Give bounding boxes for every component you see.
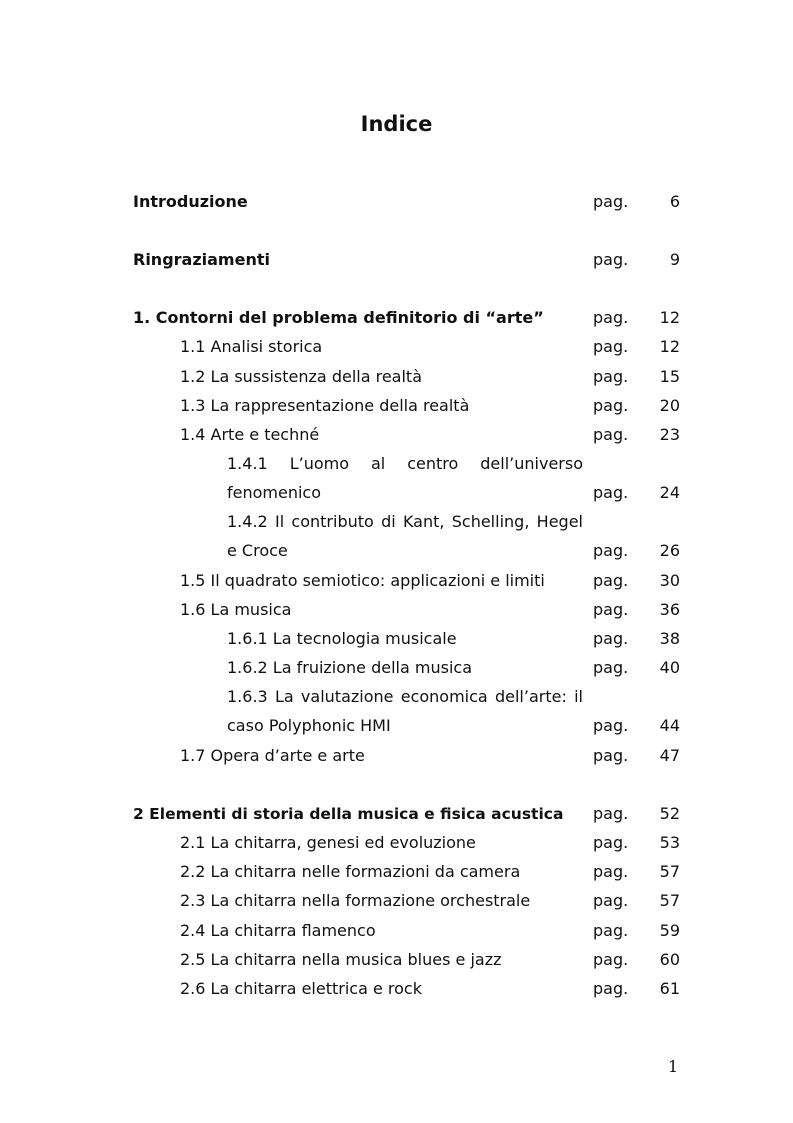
entry-pag-label: pag.: [593, 600, 629, 619]
toc-entry-1-6-1[interactable]: [0, 628, 793, 650]
toc-entry-1-6-3-cont[interactable]: [0, 715, 793, 737]
entry-pag-label: pag.: [593, 716, 629, 735]
toc-entry-chapter-2[interactable]: [0, 803, 793, 825]
entry-title: 1.4.2 Il contributo di Kant, Schelling, Hegel: [227, 512, 583, 531]
entry-page-number: 26: [659, 541, 680, 560]
toc-entry-1-4-1-cont[interactable]: [0, 482, 793, 504]
toc-entry-2-6[interactable]: [0, 978, 793, 1000]
entry-pag-label: pag.: [593, 833, 629, 852]
entry-title: 1.3 La rappresentazione della realtà: [180, 396, 470, 415]
entry-pag-label: pag.: [593, 891, 629, 910]
entry-page-number: 36: [659, 600, 680, 619]
entry-title: 1.6 La musica: [180, 600, 292, 619]
toc-entry-1-6-3[interactable]: [0, 686, 793, 708]
entry-page-number: 20: [659, 396, 680, 415]
entry-page-number: 9: [669, 250, 680, 269]
page-title: Indice: [360, 112, 433, 136]
entry-page-number: 15: [659, 367, 680, 386]
entry-title: Introduzione: [133, 192, 248, 211]
entry-pag-label: pag.: [593, 483, 629, 502]
toc-entry-ringraziamenti[interactable]: [0, 249, 793, 271]
toc-entry-1-4-2[interactable]: [0, 511, 793, 533]
toc-entry-2-4[interactable]: [0, 920, 793, 942]
entry-pag-label: pag.: [593, 541, 629, 560]
entry-title: 1.6.2 La fruizione della musica: [227, 658, 472, 677]
entry-title: e Croce: [227, 541, 288, 560]
entry-title: 1.4 Arte e techné: [180, 425, 320, 444]
entry-title: 1.6.3 La valutazione economica dell’arte: il: [227, 687, 583, 706]
entry-title: 2.2 La chitarra nelle formazioni da camera: [180, 862, 521, 881]
entry-title: 1.1 Analisi storica: [180, 337, 323, 356]
entry-page-number: 53: [659, 833, 680, 852]
toc-entry-2-2[interactable]: [0, 861, 793, 883]
entry-pag-label: pag.: [593, 950, 629, 969]
entry-pag-label: pag.: [593, 804, 629, 823]
toc-entry-2-5[interactable]: [0, 949, 793, 971]
entry-page-number: 24: [659, 483, 680, 502]
entry-page-number: 38: [659, 629, 680, 648]
entry-title: 1. Contorni del problema definitorio di “arte”: [133, 308, 544, 327]
toc-entry-1-6-2[interactable]: [0, 657, 793, 679]
toc-entry-1-6[interactable]: [0, 599, 793, 621]
entry-pag-label: pag.: [593, 571, 629, 590]
entry-pag-label: pag.: [593, 921, 629, 940]
entry-pag-label: pag.: [593, 396, 629, 415]
entry-pag-label: pag.: [593, 979, 629, 998]
entry-page-number: 57: [659, 891, 680, 910]
entry-pag-label: pag.: [593, 658, 629, 677]
entry-page-number: 61: [659, 979, 680, 998]
entry-title: fenomenico: [227, 483, 322, 502]
entry-pag-label: pag.: [593, 337, 629, 356]
entry-pag-label: pag.: [593, 192, 629, 211]
toc-entry-1-7[interactable]: [0, 745, 793, 767]
entry-page-number: 57: [659, 862, 680, 881]
entry-title: 1.4.1 L’uomo al centro dell’universo: [227, 454, 583, 473]
entry-pag-label: pag.: [593, 746, 629, 765]
entry-page-number: 12: [659, 308, 680, 327]
entry-page-number: 12: [659, 337, 680, 356]
toc-entry-1-1[interactable]: [0, 336, 793, 358]
entry-title: 2.3 La chitarra nella formazione orchestrale: [180, 891, 531, 910]
page-number: 1: [668, 1057, 679, 1076]
toc-entry-1-4-1[interactable]: [0, 453, 793, 475]
toc-entry-1-3[interactable]: [0, 395, 793, 417]
entry-page-number: 40: [659, 658, 680, 677]
toc-entry-1-4[interactable]: [0, 424, 793, 446]
entry-page-number: 59: [659, 921, 680, 940]
entry-title: 1.7 Opera d’arte e arte: [180, 746, 365, 765]
entry-title: 1.2 La sussistenza della realtà: [180, 367, 422, 386]
entry-title: 2.4 La chitarra flamenco: [180, 921, 376, 940]
toc-entry-2-1[interactable]: [0, 832, 793, 854]
entry-title: 2.5 La chitarra nella musica blues e jazz: [180, 950, 502, 969]
entry-page-number: 30: [659, 571, 680, 590]
entry-title: 2.6 La chitarra elettrica e rock: [180, 979, 422, 998]
entry-pag-label: pag.: [593, 629, 629, 648]
entry-title: 1.5 Il quadrato semiotico: applicazioni e limiti: [180, 571, 545, 590]
entry-pag-label: pag.: [593, 308, 629, 327]
entry-page-number: 6: [669, 192, 680, 211]
entry-title: Ringraziamenti: [133, 250, 270, 269]
toc-entry-1-5[interactable]: [0, 570, 793, 592]
entry-page-number: 52: [659, 804, 680, 823]
entry-pag-label: pag.: [593, 425, 629, 444]
toc-entry-1-2[interactable]: [0, 366, 793, 388]
entry-page-number: 44: [659, 716, 680, 735]
toc-entry-1-4-2-cont[interactable]: [0, 540, 793, 562]
toc-entry-2-3[interactable]: [0, 890, 793, 912]
entry-title: 2 Elementi di storia della musica e fisica acustica: [133, 805, 564, 823]
entry-title: 2.1 La chitarra, genesi ed evoluzione: [180, 833, 476, 852]
toc-entry-introduzione[interactable]: [0, 191, 793, 213]
entry-title: 1.6.1 La tecnologia musicale: [227, 629, 457, 648]
entry-pag-label: pag.: [593, 862, 629, 881]
entry-title: caso Polyphonic HMI: [227, 716, 391, 735]
entry-pag-label: pag.: [593, 367, 629, 386]
entry-page-number: 60: [659, 950, 680, 969]
toc-entry-chapter-1[interactable]: [0, 307, 793, 329]
entry-page-number: 23: [659, 425, 680, 444]
entry-pag-label: pag.: [593, 250, 629, 269]
entry-page-number: 47: [659, 746, 680, 765]
